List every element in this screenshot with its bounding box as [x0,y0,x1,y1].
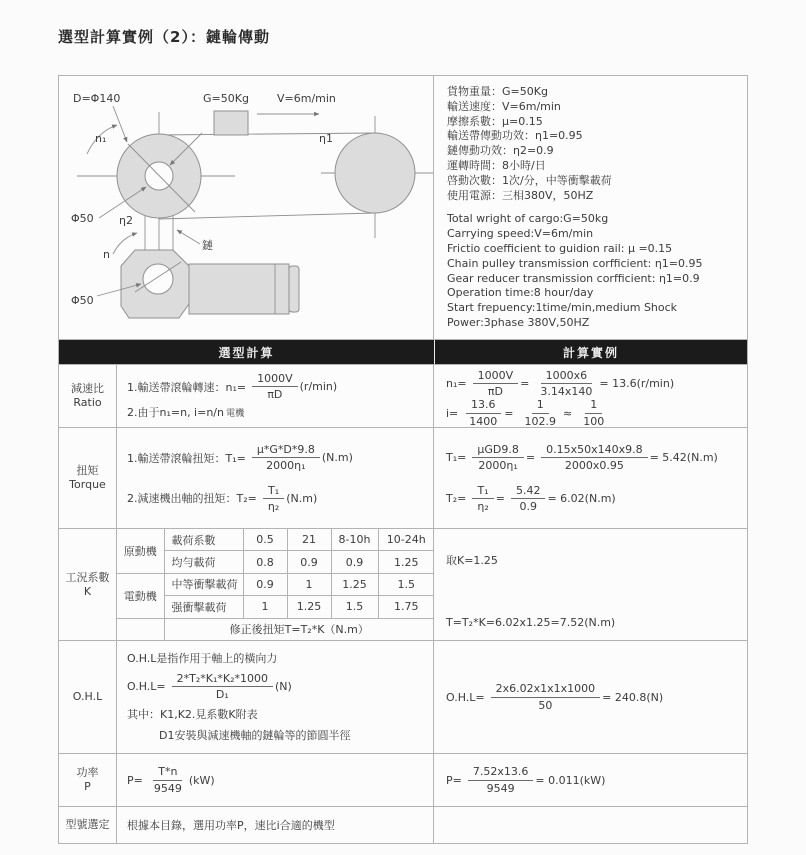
fraction: $\frac{1}{100}$ [583,398,605,428]
row-load-factor [59,528,747,640]
spec-line: 使用電源：三相380V，50HZ [447,188,594,202]
fraction: $\frac{2x6.02x1x1x1000}{50}$ [491,682,601,711]
cargo-weight-label: G=50Kg [203,92,249,105]
row-label-load-factor: 工況系數 K [59,529,117,640]
fraction: $\frac{T*n}{9549}$ [153,765,182,795]
motor-body [189,264,289,314]
fraction: $\frac{13.6}{1400}$ [464,398,502,427]
row-label-ohl: O.H.L [59,641,117,753]
column-header-example: 計算實例 [562,345,619,360]
specs-english [447,212,741,330]
overview-section [59,76,747,339]
fraction: $\frac{1000V}{\pi D}$ [252,372,298,401]
page-title: 選型計算實例（2）：鏈輪傳動 [58,28,270,46]
formula-line: n₁= $\frac{1000V}{\pi D}$ = $\frac{1000x6}{3.14x140}$ = 13.6(r/min) [446,369,675,399]
spec-line: Power:3phase 380V,50HZ [447,315,590,329]
torque-selection-cell [117,428,434,528]
row-ratio [59,364,747,427]
spec-line: Total wright of cargo:G=50kg [447,212,609,226]
formula-line: T₂= $\frac{\text{T₁}}{\text{η₂}}$ = $\frac{5.42}{0.9}$ = 6.02(N.m) [446,483,616,513]
spec-line: 摩擦系數：μ=0.15 [447,114,543,128]
fraction: $\frac{\text{2*T₂*K₁*K₂*1000}}{\text{D₁}}$ [172,672,273,701]
table-row: 均勻載荷 0.8 0.9 0.9 1.25 [117,551,434,573]
n-speed-label: n [103,248,110,261]
table-row: 强衝擊載荷 1 1.25 1.5 1.75 [117,596,434,618]
group-prime-mover: 原動機 [117,529,164,573]
row-ohl [59,640,747,753]
ohl-example-cell [434,641,747,753]
diameter-label: D=Φ140 [73,92,121,105]
fraction: $\frac{0.15x50x140x9.8}{2000x0.95}$ [541,443,648,472]
empty-cell [117,618,164,640]
motor-end-cap [289,266,299,312]
fraction: $\frac{\text{μGD9.8}}{\text{2000η₁}}$ [472,443,524,472]
ratio-example-cell [434,365,747,427]
row-label-power: 功率 P [59,754,117,806]
load-factor-example-cell [434,529,747,640]
n1-speed-label: n₁ [95,132,107,145]
spec-line: Frictio coefficient to guidion rail: μ =0.15 [447,241,673,255]
spec-line: 輸送帶傳動功效：η1=0.95 [447,129,583,143]
formula-line: 2.由于n₁=n, i=n/n 電機 [127,406,245,420]
speed-label: V=6m/min [277,92,336,105]
ohl-selection-cell: O.H.L是指作用于軸上的橫向力 O.H.L= $\frac{\text{2*T₂*K₁*K₂*1000}}{\text{D₁}}$ (N) 其中：K1,K2.見系數K附表 D1安裝與減速機軸的鏈輪等的節圓半徑 [117,641,434,753]
k-value-line: 取K=1.25 [446,554,498,567]
fraction: $\frac{\mu*G*D*9.8}{\text{2000η₁}}$ [252,443,320,472]
torque-example-cell [434,428,747,528]
table-row: 原動機 載荷系數 0.5 21 8-10h 10-24h [117,529,434,551]
specs-chinese [447,85,741,203]
cargo-box [214,111,248,135]
fraction: $\frac{1000x6}{3.14x140}$ [540,369,593,399]
model-selection-cell: 根據本目錄，選用功率P，速比i合適的機型 [117,807,434,843]
row-power [59,753,747,806]
diagram-drawing [59,76,434,339]
row-torque [59,427,747,528]
corrected-torque-line: T=T₂*K=6.02x1.25=7.52(N.m) [446,616,616,629]
driven-pulley [335,133,415,213]
formula-line: O.H.L= $\frac{2x6.02x1x1x1000}{50}$ = 240.8(N) [446,682,664,712]
spec-line: 輸送速度：V=6m/min [447,99,561,113]
chain-label: 鏈 [202,239,213,252]
row-label-ratio: 減速比 Ratio [59,365,117,427]
power-selection-cell [117,754,434,806]
chain-drive-diagram [59,76,434,339]
spec-line: 鏈傳動功效：η2=0.9 [447,144,554,158]
phi50-bottom-label: Φ50 [71,294,94,307]
spec-line: Carrying speed:V=6m/min [447,227,594,241]
eta1-label: η1 [319,132,333,145]
formula-line: T₁= $\frac{\text{μGD9.8}}{\text{2000η₁}}$ = $\frac{0.15x50x140x9.8}{2000x0.95}$ = 5.42(N.m) [446,443,718,473]
formula-line: O.H.L= $\frac{\text{2*T₂*K₁*K₂*1000}}{\text{D₁}}$ (N) [127,671,292,702]
spec-line: Operation time:8 hour/day [447,286,594,300]
table-row [117,618,434,640]
fraction: $\frac{1}{102.9}$ [524,398,556,428]
table-row: 電動機 中等衝擊載荷 0.9 1 1.25 1.5 [117,573,434,595]
spec-line: Start frepuency:1time/min,medium Shock [447,301,678,315]
spec-line: 啓動次數：1次/分，中等衝擊載荷 [447,173,612,187]
table-header-bar [59,339,747,364]
row-label-model-selection: 型號選定 [59,807,117,843]
specs-panel [434,76,747,339]
spec-line: Gear reducer transmission corfficient: η1=0.9 [447,271,700,285]
model-example-cell [434,807,747,843]
formula-line: P= $\frac{T*n}{9549}$ (kW) [127,765,215,795]
row-label-torque: 扭矩 Torque [59,428,117,528]
formula-line: 1.輸送帶滾輪扭矩：T₁= $\frac{\mu*G*D*9.8}{\text{2000η₁}}$ (N.m) [127,443,353,473]
spec-line: Chain pulley transmission corfficient: η1=0.95 [447,256,703,270]
load-factor-table [117,529,434,640]
spec-line: 運轉時間：8小時/日 [447,158,546,172]
fraction: $\frac{\text{T₁}}{\text{η₂}}$ [263,484,284,513]
fraction: $\frac{5.42}{0.9}$ [511,484,546,513]
load-factor-table-cell [117,529,434,640]
row-model-selection [59,806,747,843]
reducer-sprocket-hole [143,264,173,294]
ratio-selection-cell [117,365,434,427]
formula-line: 1.輸送帶滾輪轉速：n₁= $\frac{1000V}{\pi D}$ (r/min) [127,371,338,402]
selection-example-document [58,75,748,844]
phi50-top-label: Φ50 [71,212,94,225]
formula-line: i= $\frac{13.6}{1400}$ = $\frac{1}{102.9}$ ≈ $\frac{1}{100}$ [446,398,735,427]
fraction: $\frac{\text{T₁}}{\text{η₂}}$ [472,484,493,513]
group-electric-motor: 電動機 [117,573,164,618]
eta2-label: η2 [119,214,133,227]
formula-line: P= $\frac{7.52x13.6}{9549}$ = 0.011(kW) [446,765,606,795]
formula-line: 2.減速機出軸的扭矩：T₂= $\frac{\text{T₁}}{\text{η₂}}$ (N.m) [127,483,318,513]
power-example-cell [434,754,747,806]
spec-line: 貨物重量：G=50Kg [447,85,548,98]
corrected-torque-footer: 修正後扭矩T=T₂*K（N.m） [164,618,434,640]
column-header-selection: 選型計算 [59,340,435,364]
fraction: $\frac{1000V}{\pi D}$ [473,369,519,398]
fraction: $\frac{7.52x13.6}{9549}$ [468,765,534,794]
